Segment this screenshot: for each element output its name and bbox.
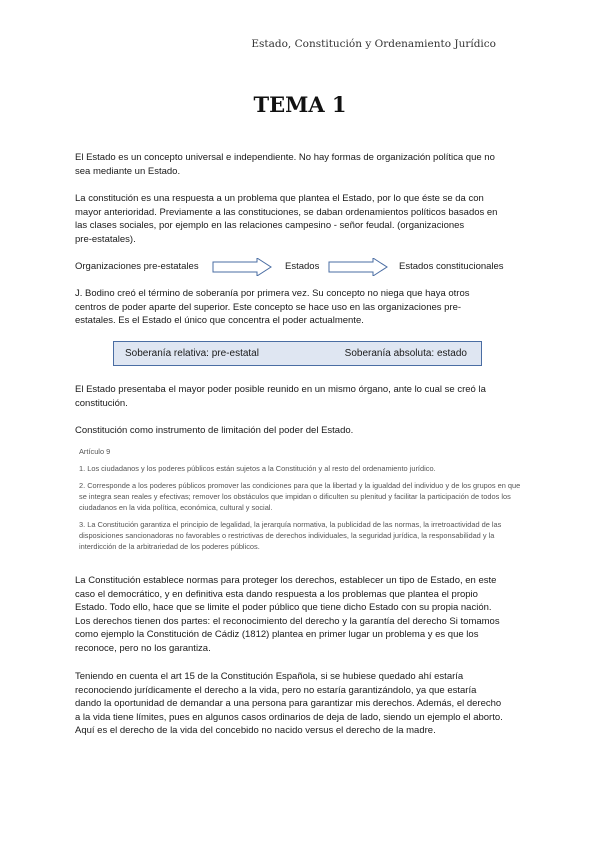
text-line: centros de poder aparte del superior. Este concepto se hace uso en las organizaciones pre-	[75, 301, 462, 313]
text-line: Teniendo en cuenta el art 15 de la Constitución Española, si se hubiese quedado ahí estaría	[75, 671, 464, 682]
paragraph-constitucion	[75, 192, 525, 246]
text-line: constitución.	[75, 397, 128, 409]
article-item: 3. La Constitución garantiza el principio de legalidad, la jerarquía normativa, la publicidad de las normas, la irretroactividad de las disposiciones sancionadoras no favorables o restrictivas de derechos individuales, la seguridad jurídica, la responsabilidad y la interdicción de la arbitrariedad de los poderes públicos.	[79, 520, 502, 551]
paragraph-art15	[75, 670, 525, 738]
paragraph-estado	[75, 151, 525, 178]
text-line: Aquí es el derecho de la vida del concebido no nacido versus el derecho de la madre.	[75, 725, 436, 736]
text-line: La constitución es una respuesta a un problema que plantea el Estado, por lo que éste se da con	[75, 193, 484, 204]
evolution-flow	[75, 258, 525, 276]
text-line: dando la oportunidad de demandar a una persona para garantizar mis derechos. Además, el derecho	[75, 698, 502, 709]
paragraph-limitacion	[75, 424, 525, 438]
paragraph-bodino	[75, 287, 525, 328]
text-line: J. Bodino creó el término de soberanía por primera vez. Su concepto no niega que haya otros	[75, 288, 470, 299]
text-line: El Estado es un concepto universal e independiente. No hay formas de organización política que no	[75, 152, 495, 163]
text-line: Estado. Todo ello, hace que se limite el poder público que tiene dicho Estado con su propia nación.	[75, 602, 492, 613]
text-line: pre-estatales).	[75, 233, 136, 245]
text-line: estatales. Es el Estado el único que concentra el poder actualmente.	[75, 315, 364, 326]
text-line: caso el democrático, y en definitiva esta dando respuesta a los problemas que plantea el propio	[75, 588, 478, 600]
text-line: mayor anterioridad. Previamente a las constituciones, se daban ordenamientos políticos basados en	[75, 206, 498, 218]
article-excerpt	[79, 446, 527, 558]
text-line: El Estado presentaba el mayor poder posible reunido en un mismo órgano, ante lo cual se creó la	[75, 384, 486, 395]
article-heading: Artículo 9	[79, 447, 111, 456]
sovereignty-absolute: Soberanía absoluta: estado	[344, 348, 467, 359]
flow-stage-pre-estatales: Organizaciones pre-estatales	[75, 261, 199, 272]
article-item: 2. Corresponde a los poderes públicos promover las condiciones para que la libertad y la igualdad del individuo y de los grupos en que se integra sean reales y efectivas; remover los obstáculos que impidan o dificulten su plenitud y facilitar la participación de todos los ciudadanos en la vida política, económica, cultural y social.	[79, 481, 521, 512]
text-line: reconoce, pero no los garantiza.	[75, 642, 211, 654]
page-title: TEMA 1	[253, 92, 347, 117]
sovereignty-relative: Soberanía relativa: pre-estatal	[125, 348, 259, 359]
text-line: La Constitución establece normas para proteger los derechos, establecer un tipo de Estado, en este	[75, 575, 497, 586]
text-line: como ejemplo la Constitución de Cádiz (1812) plantea en primer lugar un problema y es que los	[75, 629, 479, 640]
article-item: 1. Los ciudadanos y los poderes públicos están sujetos a la Constitución y al resto del ordenamiento jurídico.	[79, 464, 436, 473]
text-line: a la vida tiene límites, pues en algunos casos ordinarios de deja de lado, siendo un ejemplo el aborto.	[75, 711, 503, 723]
running-header: Estado, Constitución y Ordenamiento Jurídico	[251, 38, 496, 50]
text-line: reconociendo jurídicamente el derecho a la vida, pero no estaría garantizándolo, ya que estaría	[75, 684, 477, 696]
paragraph-derechos	[75, 574, 525, 655]
text-line: sea mediante un Estado.	[75, 165, 181, 177]
flow-stage-estados: Estados	[285, 261, 320, 272]
right-arrow-icon	[328, 258, 388, 276]
right-arrow-icon	[212, 258, 272, 276]
text-line: Constitución como instrumento de limitación del poder del Estado.	[75, 425, 354, 436]
text-line: las clases sociales, por ejemplo en las relaciones campesino - señor feudal. (organizaciones	[75, 220, 465, 231]
sovereignty-box	[113, 341, 482, 366]
flow-stage-constitucionales: Estados constitucionales	[399, 261, 504, 272]
text-line: Los derechos tienen dos partes: el reconocimiento del derecho y la garantía del derecho Si tomamos	[75, 615, 500, 627]
paragraph-poder	[75, 383, 525, 410]
